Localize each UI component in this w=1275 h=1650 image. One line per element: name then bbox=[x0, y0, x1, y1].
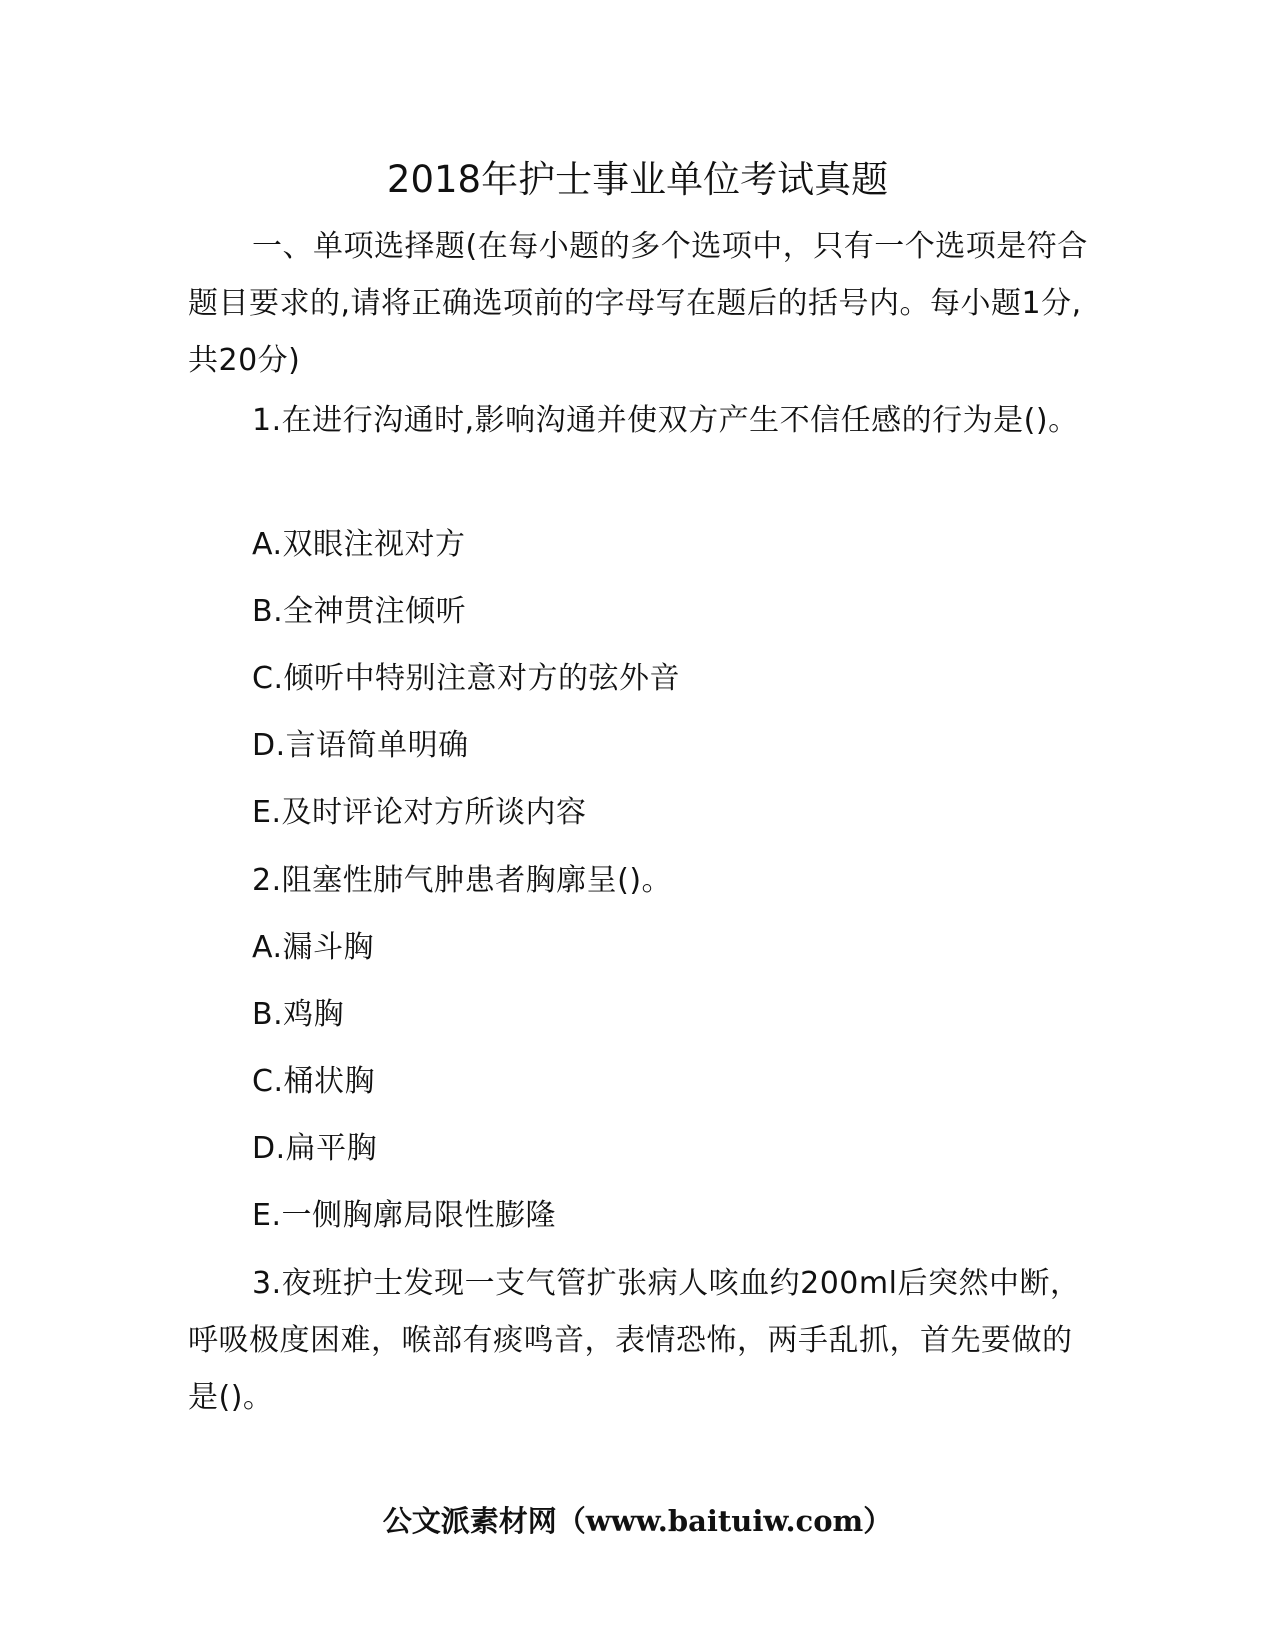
document-title: 2018年护士事业单位考试真题 bbox=[386, 158, 889, 201]
question-1-option-e: E.及时评论对方所谈内容 bbox=[252, 795, 587, 830]
question-1-option-c: C.倾听中特别注意对方的弦外音 bbox=[252, 661, 680, 696]
footer-watermark: 公文派素材网（www.baituiw.com） bbox=[382, 1504, 893, 1538]
section-header: 一、单项选择题(在每小题的多个选项中，只有一个选项是符合题目要求的,请将正确选项前的字母写在题后的括号内。每小题1分,共20分) bbox=[188, 229, 1088, 378]
question-2-option-a: A.漏斗胸 bbox=[252, 930, 375, 965]
question-stem-1: 1.在进行沟通时,影响沟通并使双方产生不信任感的行为是()。 bbox=[252, 403, 1079, 438]
question-stem-2: 2.阻塞性肺气肿患者胸廓呈()。 bbox=[252, 863, 673, 898]
question-stem-3: 3.夜班护士发现一支气管扩张病人咳血约200ml后突然中断，呼吸极度困难，喉部有痰鸣音，表情恐怖，两手乱抓，首先要做的是()。 bbox=[188, 1266, 1081, 1415]
question-1-option-a: A.双眼注视对方 bbox=[252, 527, 466, 562]
question-2-option-e: E.一侧胸廓局限性膨隆 bbox=[252, 1198, 556, 1233]
question-2-option-b: B.鸡胸 bbox=[252, 997, 345, 1032]
question-2-option-d: D.扁平胸 bbox=[252, 1131, 378, 1166]
question-1-option-d: D.言语简单明确 bbox=[252, 728, 469, 763]
question-1-option-b: B.全神贯注倾听 bbox=[252, 594, 467, 629]
question-2-option-c: C.桶状胸 bbox=[252, 1064, 375, 1099]
